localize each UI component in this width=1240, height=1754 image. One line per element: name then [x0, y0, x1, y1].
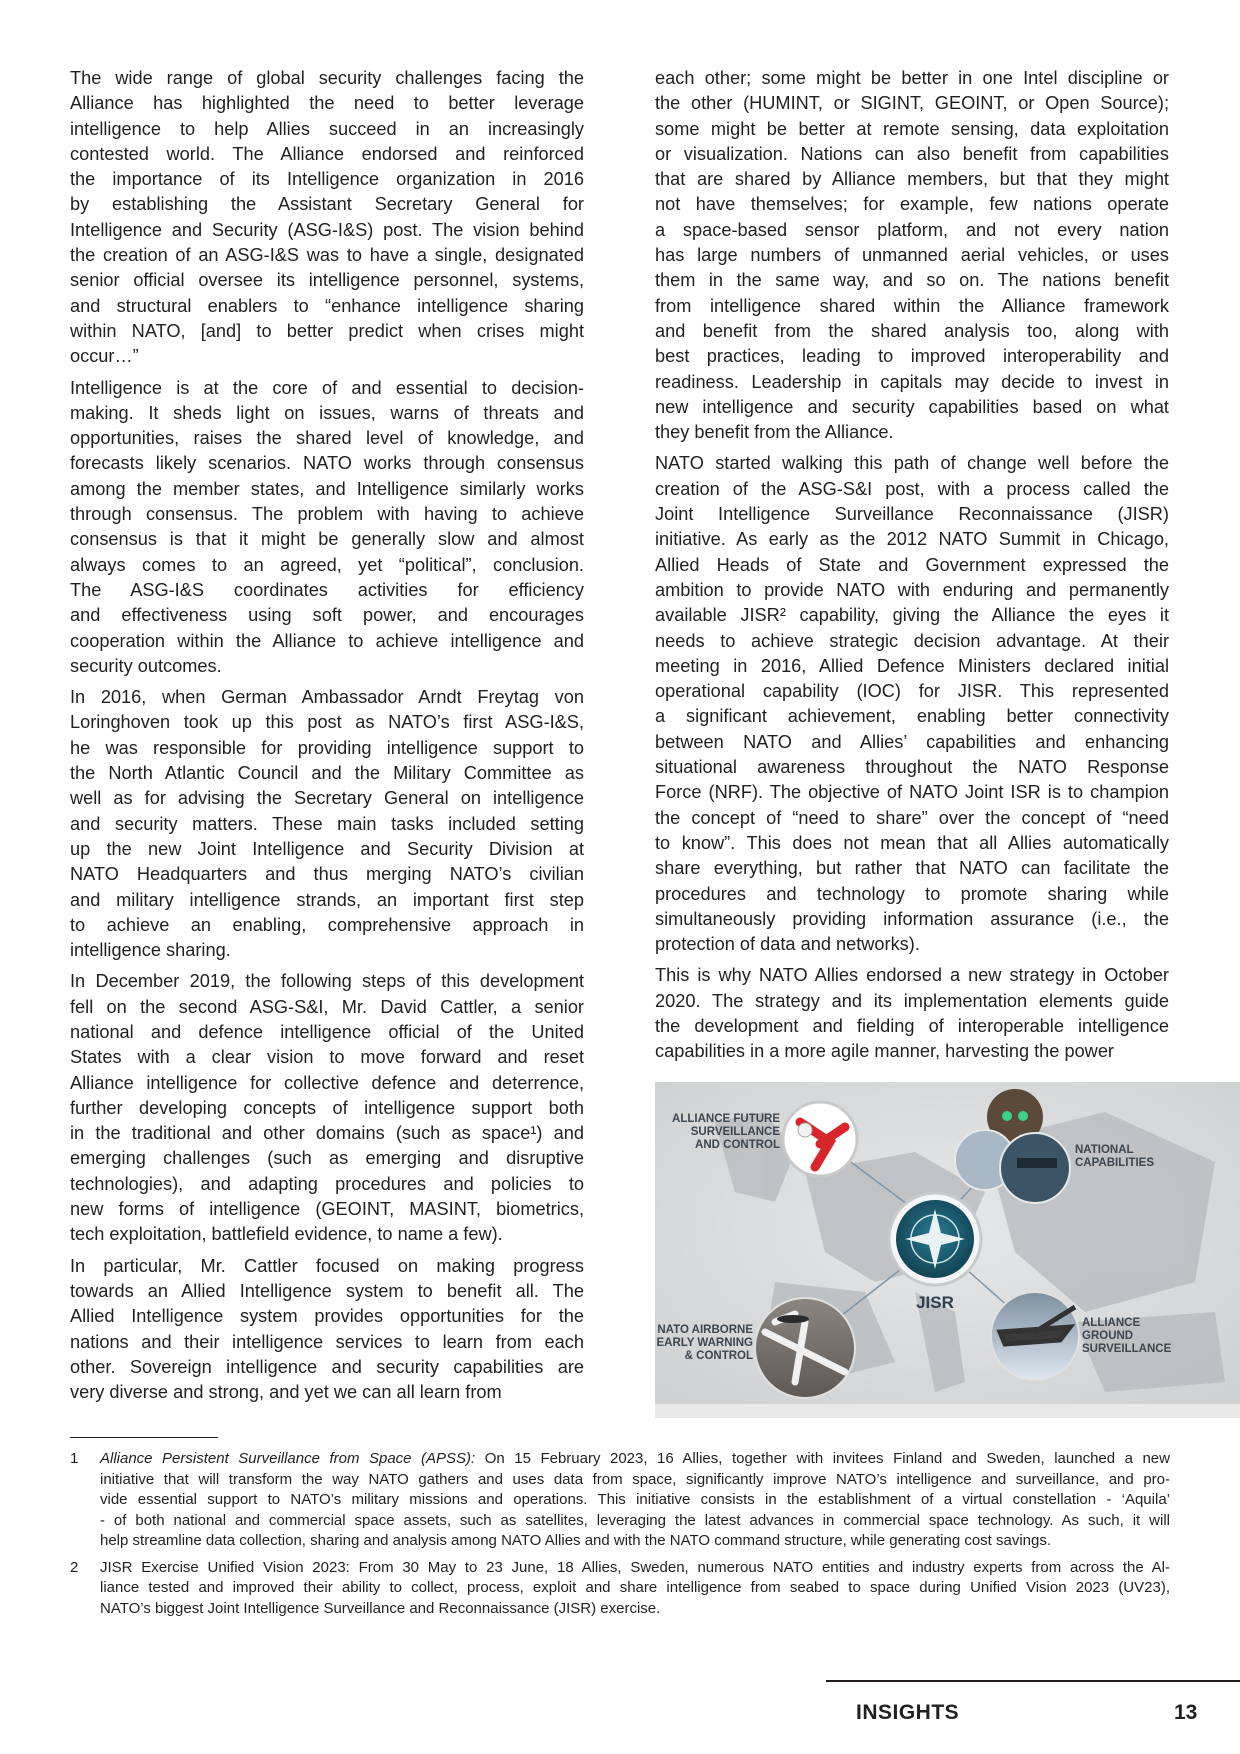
text-line: occur…” [70, 346, 139, 367]
jisr-diagram [655, 1082, 1240, 1418]
text-line: has large numbers of unmanned aerial vehicles, or uses [655, 245, 1169, 266]
text-line: further developing concepts of intelligence support both [70, 1097, 584, 1118]
text-line: senior official oversee its intelligence personnel, systems, [70, 270, 584, 291]
text-line: In particular, Mr. Cattler focused on making progress [70, 1255, 584, 1276]
text-line: security outcomes. [70, 655, 222, 676]
text-line: new intelligence and security capabilities based on what [655, 396, 1169, 417]
text-line: needs to achieve strategic decision advantage. At their [655, 630, 1169, 651]
text-line: simultaneously providing information assurance (i.e., the [655, 908, 1169, 929]
footnote-line: - of both national and commercial space assets, such as satellites, leveraging the latest advances in commercial space technology. As such, it will [100, 1511, 1170, 1529]
text-line: Allied Heads of State and Government expressed the [655, 554, 1169, 575]
text-line: Joint Intelligence Surveillance Reconnaissance (JISR) [655, 504, 1169, 525]
text-line: Intelligence is at the core of and essential to decision- [70, 377, 584, 398]
national-capabilities-label: NATIONAL CAPABILITIES [1075, 1144, 1155, 1169]
text-line: In December 2019, the following steps of this development [70, 971, 584, 992]
text-line: Alliance has highlighted the need to better leverage [70, 93, 584, 114]
text-line: always comes to an agreed, yet “political”, conclusion. [70, 554, 584, 575]
text-line: national and defence intelligence official of the United [70, 1021, 584, 1042]
footnote-text: On 15 February 2023, 16 Allies, together with invitees Finland and Sweden, launched a new [475, 1450, 1170, 1467]
text-line: States with a clear vision to move forward and reset [70, 1047, 584, 1068]
text-line: forecasts likely scenarios. NATO works through consensus [70, 453, 584, 474]
text-line: not have themselves; for example, few nations operate [655, 194, 1169, 215]
text-line: consensus is that it might be generally slow and almost [70, 529, 584, 550]
paragraph [70, 969, 584, 1247]
left-column [70, 66, 584, 1411]
footnote-line: help streamline data collection, sharing and analysis among NATO Allies and with the NATO command structure, while generating cost savings. [100, 1532, 1052, 1549]
text-line: and structural enablers to “enhance intelligence sharing [70, 295, 584, 316]
footnote-number: 1 [70, 1450, 79, 1467]
text-line: This is why NATO Allies endorsed a new strategy in October [655, 965, 1169, 986]
text-line: nations and their intelligence services to learn from each [70, 1331, 584, 1352]
text-line: the concept of “need to share” over the concept of “need [655, 807, 1169, 828]
text-line: 2020. The strategy and its implementation elements guide [655, 990, 1169, 1011]
footnote [70, 1558, 1170, 1620]
text-line: making. It sheds light on issues, warns of threats and [70, 402, 584, 423]
text-line: creation of the ASG-S&I post, with a process called the [655, 478, 1169, 499]
page-number: 13 [1174, 1701, 1198, 1724]
text-line: NATO Headquarters and thus merging NATO’s civilian [70, 864, 584, 885]
text-line: Intelligence and Security (ASG-I&S) post. The vision behind [70, 219, 584, 240]
text-line: meeting in 2016, Allied Defence Ministers declared initial [655, 655, 1169, 676]
awacs-node [755, 1298, 855, 1398]
text-line: to achieve an enabling, comprehensive approach in [70, 914, 584, 935]
text-line: tech exploitation, battlefield evidence, to name a few). [70, 1224, 503, 1245]
text-line: procedures and technology to promote sharing while [655, 883, 1169, 904]
nato-center-node [889, 1193, 981, 1285]
text-line: a significant achievement, enabling better connectivity [655, 706, 1169, 727]
footnote-number: 2 [70, 1558, 79, 1576]
text-line: Force (NRF). The objective of NATO Joint ISR is to champion [655, 782, 1169, 803]
awacs-label: NATO AIRBORNE EARLY WARNING & CONTROL [656, 1324, 753, 1362]
text-line: by establishing the Assistant Secretary General for [70, 194, 584, 215]
text-line: intelligence to help Allies succeed in an increasingly [70, 118, 584, 139]
text-line: or visualization. Nations can also benefit from capabilities [655, 143, 1169, 164]
text-line: ambition to provide NATO with enduring and permanently [655, 579, 1169, 600]
footnote-title: Alliance Persistent Surveillance from Space (APSS): [100, 1450, 476, 1467]
text-line: to know”. This does not mean that all Allies automatically [655, 832, 1169, 853]
footnote-line [100, 1449, 1170, 1470]
text-line: opportunities, raises the shared level of knowledge, and [70, 428, 584, 449]
text-line: capabilities in a more agile manner, harvesting the power [655, 1041, 1114, 1062]
paragraph [655, 963, 1169, 1064]
text-line: protection of data and networks). [655, 934, 920, 955]
text-line: them in the same way, and so on. The nations benefit [655, 270, 1169, 291]
text-line: some might be better at remote sensing, data exploitation [655, 118, 1169, 139]
jisr-label: JISR [916, 1293, 954, 1312]
text-line: through consensus. The problem with having to achieve [70, 504, 584, 525]
text-line: he was responsible for providing intelligence support to [70, 737, 584, 758]
text-line: each other; some might be better in one Intel discipline or [655, 68, 1169, 88]
paragraph [70, 685, 584, 963]
text-line: In 2016, when German Ambassador Arndt Freytag von [70, 687, 584, 708]
text-line: among the member states, and Intelligence similarly works [70, 478, 584, 499]
text-line: operational capability (IOC) for JISR. This represented [655, 681, 1169, 702]
text-line: other. Sovereign intelligence and security capabilities are [70, 1356, 584, 1377]
text-line: contested world. The Alliance endorsed and reinforced [70, 143, 584, 164]
text-line: the importance of its Intelligence organization in 2016 [70, 169, 584, 190]
text-line: available JISR² capability, giving the Alliance the eyes it [655, 605, 1169, 626]
text-line: The ASG-I&S coordinates activities for efficiency [70, 579, 584, 600]
text-line: and security matters. These main tasks included setting [70, 813, 584, 834]
footnote-divider [70, 1437, 218, 1438]
text-line: initiative. As early as the 2012 NATO Summit in Chicago, [655, 529, 1169, 550]
text-line: Allied Intelligence system provides opportunities for the [70, 1306, 584, 1327]
paragraph [655, 66, 1169, 445]
text-line: the North Atlantic Council and the Military Committee as [70, 763, 584, 784]
ags-label: ALLIANCE GROUND SURVEILLANCE [1082, 1317, 1172, 1355]
afsc-node [783, 1102, 857, 1176]
text-line: The wide range of global security challenges facing the [70, 68, 584, 88]
text-line: between NATO and Allies’ capabilities and enhancing [655, 731, 1169, 752]
footnote-line: liance tested and improved their ability to collect, process, exploit and share intelligence from seabed to space during Unified Vision 2023 (UV23), [100, 1579, 1170, 1596]
footnote [70, 1449, 1170, 1552]
text-line: share everything, but rather that NATO can facilitate the [655, 858, 1169, 879]
afsc-label: ALLIANCE FUTURE SURVEILLANCE AND CONTROL [672, 1113, 780, 1151]
text-line: well as for advising the Secretary General on intelligence [70, 788, 584, 809]
text-line: and military intelligence strands, an important first step [70, 889, 584, 910]
text-line: best practices, leading to improved interoperability and [655, 346, 1169, 367]
text-line: and benefit from the shared analysis too, along with [655, 320, 1169, 341]
text-line: Loringhoven took up this post as NATO’s first ASG-I&S, [70, 712, 584, 733]
footnote-line: vide essential support to NATO’s military missions and operations. This initiative consists in the establishment of a virtual constellation - ‘Aquila’ [100, 1491, 1170, 1508]
right-column [655, 66, 1169, 1071]
text-line: the development and fielding of interoperable intelligence [655, 1015, 1169, 1036]
text-line: new forms of intelligence (GEOINT, MASINT, biometrics, [70, 1199, 584, 1220]
footer-section-title: INSIGHTS [856, 1701, 960, 1724]
text-line: readiness. Leadership in capitals may decide to invest in [655, 371, 1169, 392]
text-line: technologies), and adapting procedures and policies to [70, 1173, 584, 1194]
text-line: fell on the second ASG-S&I, Mr. David Cattler, a senior [70, 996, 584, 1017]
paragraph [70, 376, 584, 680]
text-line: in the traditional and other domains (such as space¹) and [70, 1123, 584, 1144]
paragraph [70, 1254, 584, 1406]
text-line: that are shared by Alliance members, but that they might [655, 169, 1169, 190]
ags-node [991, 1292, 1079, 1380]
text-line: towards an Allied Intelligence system to benefit all. The [70, 1280, 584, 1301]
text-line: up the new Joint Intelligence and Security Division at [70, 838, 584, 859]
text-line: intelligence sharing. [70, 940, 231, 961]
text-line: very diverse and strong, and yet we can all learn from [70, 1382, 502, 1403]
text-line: cooperation within the Alliance to achieve intelligence and [70, 630, 584, 651]
footnotes [70, 1449, 1170, 1625]
paragraph [655, 451, 1169, 957]
text-line: Alliance intelligence for collective defence and deterrence, [70, 1072, 584, 1093]
footer-divider [826, 1680, 1240, 1682]
footnote-line: JISR Exercise Unified Vision 2023: From 30 May to 23 June, 18 Allies, Sweden, numerous NATO entities and industry experts from across the Al- [100, 1558, 1170, 1576]
paragraph [70, 66, 584, 370]
text-line: they benefit from the Alliance. [655, 422, 894, 443]
text-line: the creation of an ASG-I&S was to have a single, designated [70, 245, 584, 266]
text-line: a space-based sensor platform, and not every nation [655, 219, 1169, 240]
footnote-line: NATO’s biggest Joint Intelligence Surveillance and Reconnaissance (JISR) exercise. [100, 1599, 661, 1617]
text-line: situational awareness throughout the NATO Response [655, 757, 1169, 778]
text-line: from intelligence shared within the Alliance framework [655, 295, 1169, 316]
text-line: emerging challenges (such as emerging and disruptive [70, 1148, 584, 1169]
text-line: NATO started walking this path of change well before the [655, 453, 1169, 474]
footnote-line: initiative that will transform the way NATO gathers and uses data from space, significantly improve NATO’s intelligence and surveillance, and pro- [100, 1470, 1170, 1488]
text-line: within NATO, [and] to better predict when crises might [70, 320, 584, 341]
text-line: and effectiveness using soft power, and encourages [70, 605, 584, 626]
text-line: the other (HUMINT, or SIGINT, GEOINT, or Open Source); [655, 93, 1169, 114]
